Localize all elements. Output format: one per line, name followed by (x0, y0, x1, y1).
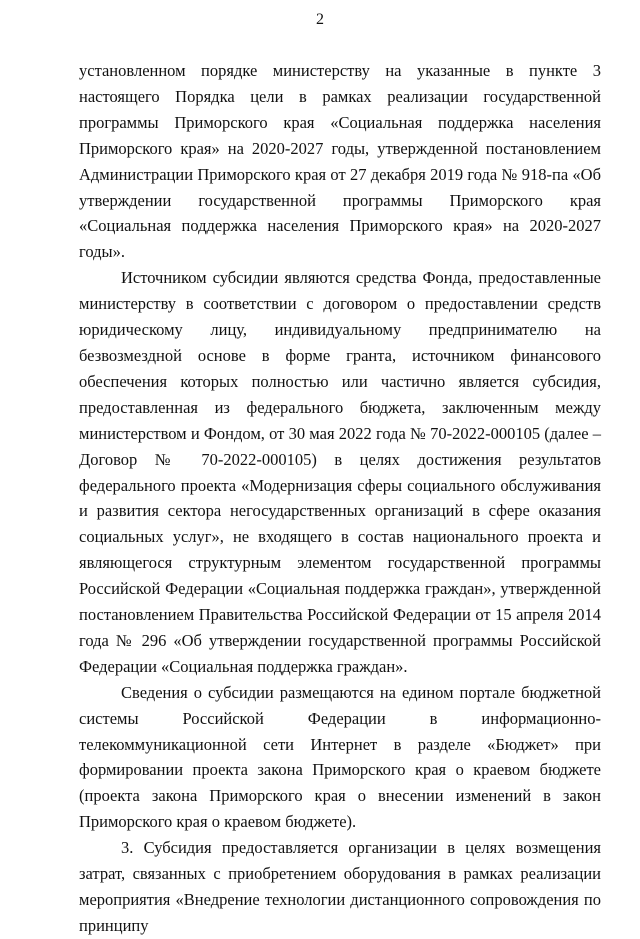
paragraph-item-3: 3. Субсидия предоставляется организации в целях возмещения затрат, связанных с приобретением оборудования в рамках реализации мероприятия «Внедрение технологии дистанционного сопровождения по принципу (79, 838, 601, 935)
page-number: 2 (316, 11, 324, 28)
document-body (79, 58, 601, 939)
paragraph-subsidy-source: Источником субсидии являются средства Фонда, предоставленные министерству в соответствии с договором о предоставлении средств юридическому лицу, индивидуальному предпринимателю на безвозмездной основе в форме гранта, источником финансового обеспечения которых полностью или частично является субсидия, предоставленная из федерального бюджета, заключенным между министерством и Фондом, от 30 мая 2022 года № 70-2022-000105 (далее – Договор № 70-2022-000105) в целях достижения результатов федерального проекта «Модернизация сферы социального обслуживания и развития сектора негосударственных организаций в сфере оказания социальных услуг», не входящего в состав национального проекта и являющегося структурным элементом государственной программы Российской Федерации «Социальная поддержка граждан», утвержденной постановлением Правительства Российской Федерации от 15 апреля 2014 года № 296 «Об утверждении государственной программы Российской Федерации «Социальная поддержка граждан». (79, 268, 601, 676)
paragraph-continuation: установленном порядке министерству на указанные в пункте 3 настоящего Порядка цели в рамках реализации государственной программы Приморского края «Социальная поддержка населения Приморского края» на 2020-2027 годы, утвержденной постановлением Администрации Приморского края от 27 декабря 2019 года № 918-па «Об утверждении государственной программы Приморского края «Социальная поддержка населения Приморского края» на 2020-2027 годы». (79, 61, 601, 262)
paragraph-subsidy-info: Сведения о субсидии размещаются на едином портале бюджетной системы Российской Федерации в информационно-телекоммуникационной сети Интернет в разделе «Бюджет» при формировании проекта закона Приморского края о краевом бюджете (проекта закона Приморского края о внесении изменений в закон Приморского края о краевом бюджете). (79, 682, 601, 832)
